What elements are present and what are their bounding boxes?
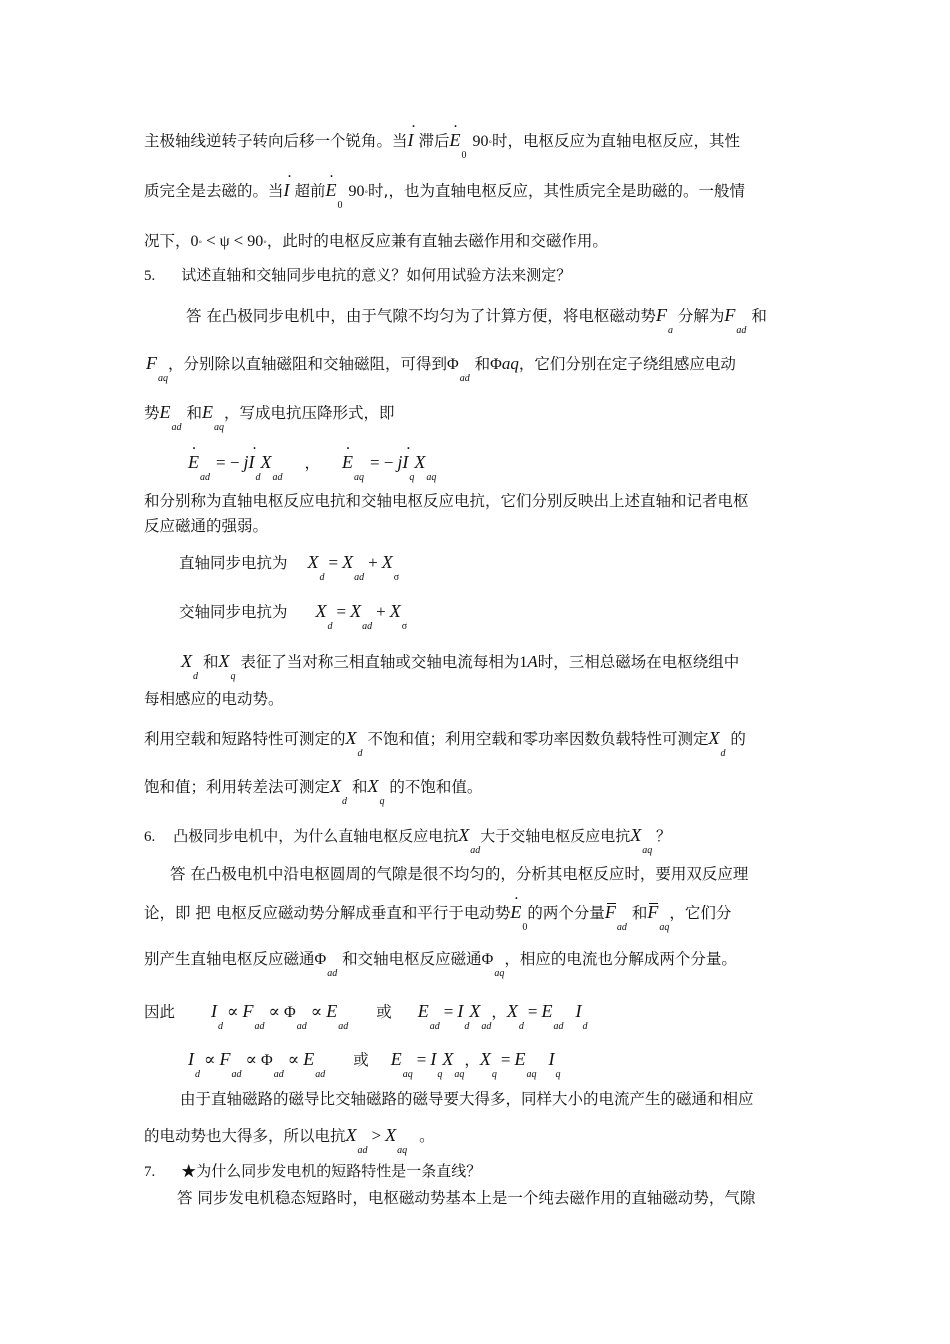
paragraph-line-23: 由于直轴磁路的磁导比交轴磁路的磁导要大得多，同样大小的电流产生的磁通和相应 bbox=[180, 1090, 754, 1108]
formula-line-22: $I_d\propto F_{ad}\propto \Phi_{ad}\propto E_{ad}$或 $E_{aq}= I_qX_{aq}$，$X_q= E_{aq}I_q$ bbox=[188, 1049, 561, 1080]
paragraph-line-14: 每相感应的电动势。 bbox=[144, 690, 284, 708]
formula-line-8: ˙ $E_{ad}=$ − j˙ $I_dX_{ad}$，˙ $E_{aq}=$ − j˙ $I_qX_{aq}$ bbox=[188, 453, 436, 472]
paragraph-line-16: 饱和值；利用转差法可测定$X_d$ 和$X_q$ 的不饱和值。 bbox=[144, 776, 483, 807]
paragraph-line-2: 质完全是去磁的。当˙ I 超前˙ $E_090◦$时,，也为直轴电枢反应，其性质完全是助磁的。一般情 bbox=[144, 181, 745, 200]
paragraph-line-26: 答 同步发电机稳态短路时，电枢磁动势基本上是一个纯去磁作用的直轴磁动势，气隙 bbox=[177, 1189, 756, 1207]
paragraph-line-7: 势$E_{ad}$ 和$E_{aq}$，写成电抗压降形式，即 bbox=[144, 402, 395, 433]
paragraph-line-6: $F_{aq}$，分别除以直轴磁阻和交轴磁阻，可得到$\Phi_{ad}$ 和Φaq，它们分别在定子绕组感应电动 bbox=[146, 353, 736, 384]
question-7: 7. ★为什么同步发电机的短路特性是一条直线？ bbox=[144, 1164, 482, 1180]
paragraph-line-18: 答 在凸极电机中沿电枢圆周的气隙是很不均匀的，分析其电枢反应时，要用双反应理 bbox=[170, 865, 749, 883]
question-6: 6. 凸极同步电机中，为什么直轴电枢反应电抗$X_{ad}$大于交轴电枢反应电抗$X_{aq}$ ？ bbox=[144, 825, 672, 856]
paragraph-line-10: 反应磁通的强弱。 bbox=[144, 517, 269, 535]
paragraph-line-3: 况下，0◦ < ψ < 90◦，此时的电枢反应兼有直轴去磁作用和交磁作用。 bbox=[144, 231, 608, 250]
formula-line-21: 因此 $I_d\propto F_{ad}\propto \Phi_{ad}\propto E_{ad}$或 $E_{ad}= I_dX_{ad}$，$X_d= E_{ad}I_d$ bbox=[144, 1001, 588, 1032]
paragraph-line-15: 利用空载和短路特性可测定的$X_d$ 不饱和值；利用空载和零功率因数负载特性可测定$X_d$ 的 bbox=[144, 728, 746, 759]
paragraph-line-5: 答 在凸极同步电机中，由于气隙不均匀为了计算方便，将电枢磁动势$F_a$ 分解为$F_{ad}$ 和 bbox=[186, 305, 767, 336]
paragraph-line-9: 和分别称为直轴电枢反应电抗和交轴电枢反应电抗，它们分别反映出上述直轴和记者电枢 bbox=[144, 492, 749, 510]
formula-line-11: 直轴同步电抗为 $X_d= X_{ad}+ X_\sigma$ bbox=[179, 552, 400, 583]
paragraph-line-1: 主极轴线逆转子转向后移一个锐角。当˙ I 滞后˙ $E_090◦$时，电枢反应为直轴电枢反应，其性 bbox=[144, 131, 740, 150]
question-5: 5. 试述直轴和交轴同步电抗的意义？如何用试验方法来测定？ bbox=[144, 268, 572, 284]
paragraph-line-13: $X_d$ 和$X_q$ 表征了当对称三相直轴或交轴电流每相为1A时，三相总磁场在电枢绕组中 bbox=[181, 651, 740, 682]
paragraph-line-19: 论，即 把 电枢反应磁动势分解成垂直和平行于电动势˙ $E_0$的两个分量$F_{ad}$ 和$F_{aq}$，它们分 bbox=[144, 903, 731, 922]
paragraph-line-20: 别产生直轴电枢反应磁通$\Phi_{ad}$ 和交轴电枢反应磁通$\Phi_{aq}$，相应的电流也分解成两个分量。 bbox=[144, 950, 737, 979]
formula-line-12: 交轴同步电抗为 $X_d= X_{ad}+ X_\sigma$ bbox=[179, 601, 408, 632]
paragraph-line-24: 的电动势也大得多，所以电抗$X_{ad}> X_{aq}$。 bbox=[144, 1125, 435, 1156]
